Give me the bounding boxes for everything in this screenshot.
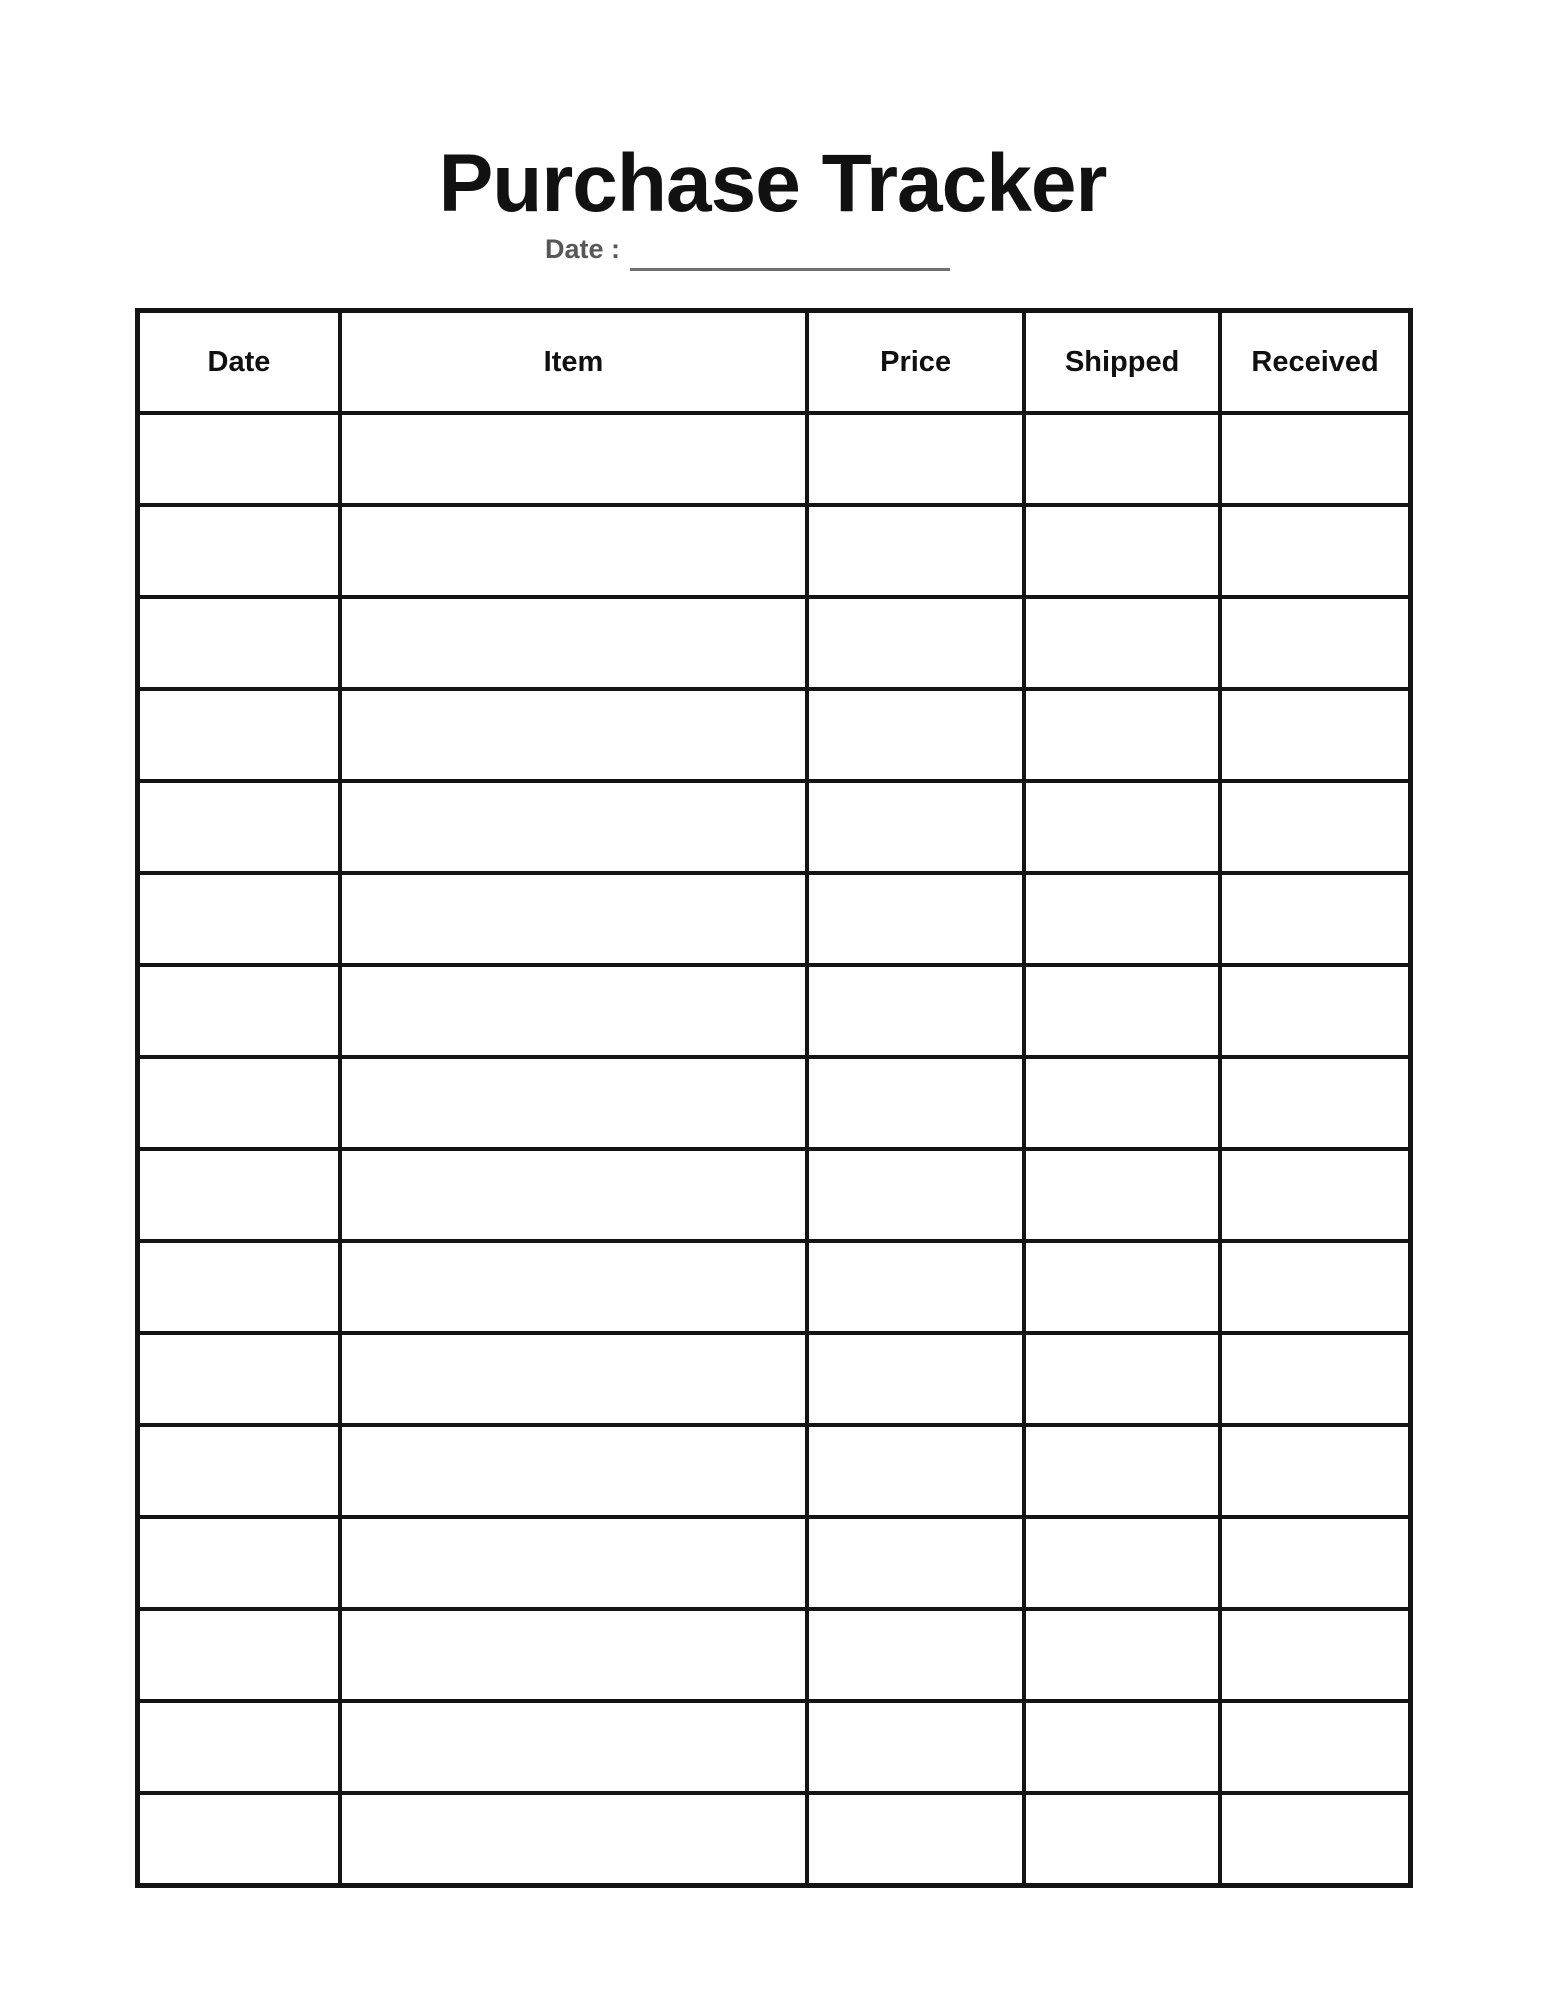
table-cell[interactable]	[807, 873, 1024, 965]
table-cell[interactable]	[138, 873, 340, 965]
table-cell[interactable]	[340, 965, 807, 1057]
table-cell[interactable]	[1220, 689, 1410, 781]
table-cell[interactable]	[807, 1057, 1024, 1149]
table-cell[interactable]	[1024, 1333, 1220, 1425]
purchase-table-container	[135, 308, 1413, 1888]
table-cell[interactable]	[1220, 1701, 1410, 1793]
date-label: Date :	[544, 234, 620, 264]
table-row	[138, 1149, 1411, 1241]
table-cell[interactable]	[138, 965, 340, 1057]
table-row	[138, 1517, 1411, 1609]
table-cell[interactable]	[138, 1701, 340, 1793]
table-row	[138, 689, 1411, 781]
table-row	[138, 413, 1411, 505]
table-cell[interactable]	[138, 1241, 340, 1333]
table-cell[interactable]	[1220, 1517, 1410, 1609]
table-cell[interactable]	[807, 689, 1024, 781]
table-row	[138, 1425, 1411, 1517]
table-cell[interactable]	[1220, 1609, 1410, 1701]
table-cell[interactable]	[1220, 1149, 1410, 1241]
table-cell[interactable]	[340, 1149, 807, 1241]
table-cell[interactable]	[1220, 1241, 1410, 1333]
table-cell[interactable]	[1024, 1701, 1220, 1793]
table-row	[138, 597, 1411, 689]
table-cell[interactable]	[1024, 505, 1220, 597]
table-cell[interactable]	[1024, 689, 1220, 781]
table-cell[interactable]	[340, 689, 807, 781]
table-cell[interactable]	[807, 781, 1024, 873]
table-cell[interactable]	[807, 1425, 1024, 1517]
column-header-date: Date	[138, 311, 340, 414]
table-cell[interactable]	[138, 689, 340, 781]
table-cell[interactable]	[1024, 1517, 1220, 1609]
table-row	[138, 1333, 1411, 1425]
table-body	[138, 413, 1411, 1886]
table-cell[interactable]	[340, 1793, 807, 1886]
table-cell[interactable]	[807, 597, 1024, 689]
table-cell[interactable]	[807, 1241, 1024, 1333]
table-row	[138, 1609, 1411, 1701]
table-cell[interactable]	[807, 1333, 1024, 1425]
table-header	[138, 311, 1411, 414]
date-field	[0, 228, 1520, 271]
table-cell[interactable]	[1220, 965, 1410, 1057]
table-cell[interactable]	[1024, 597, 1220, 689]
table-cell[interactable]	[138, 1517, 340, 1609]
table-cell[interactable]	[340, 597, 807, 689]
page-title: Purchase Tracker	[438, 137, 1107, 229]
table-cell[interactable]	[1024, 965, 1220, 1057]
table-cell[interactable]	[1024, 1057, 1220, 1149]
table-cell[interactable]	[1220, 1793, 1410, 1886]
table-cell[interactable]	[807, 505, 1024, 597]
column-header-item: Item	[340, 311, 807, 414]
table-cell[interactable]	[807, 1701, 1024, 1793]
table-cell[interactable]	[340, 781, 807, 873]
table-cell[interactable]	[1220, 505, 1410, 597]
table-cell[interactable]	[138, 1609, 340, 1701]
date-fill-line[interactable]	[630, 230, 950, 271]
table-cell[interactable]	[138, 781, 340, 873]
table-cell[interactable]	[807, 1793, 1024, 1886]
table-header-row	[138, 311, 1411, 414]
table-cell[interactable]	[1220, 781, 1410, 873]
table-row	[138, 1701, 1411, 1793]
table-cell[interactable]	[340, 1425, 807, 1517]
table-row	[138, 505, 1411, 597]
table-cell[interactable]	[340, 1057, 807, 1149]
table-row	[138, 873, 1411, 965]
table-cell[interactable]	[138, 597, 340, 689]
table-cell[interactable]	[1220, 873, 1410, 965]
table-cell[interactable]	[807, 1149, 1024, 1241]
table-row	[138, 1793, 1411, 1886]
table-row	[138, 781, 1411, 873]
table-cell[interactable]	[340, 505, 807, 597]
table-cell[interactable]	[807, 413, 1024, 505]
table-cell[interactable]	[340, 1517, 807, 1609]
table-cell[interactable]	[340, 1701, 807, 1793]
table-row	[138, 965, 1411, 1057]
table-row	[138, 1241, 1411, 1333]
table-cell[interactable]	[138, 1793, 340, 1886]
table-cell[interactable]	[1220, 1333, 1410, 1425]
table-cell[interactable]	[1024, 1609, 1220, 1701]
table-cell[interactable]	[1220, 1425, 1410, 1517]
purchase-table	[135, 308, 1413, 1888]
table-cell[interactable]	[340, 1241, 807, 1333]
table-cell[interactable]	[340, 873, 807, 965]
table-cell[interactable]	[1220, 1057, 1410, 1149]
table-cell[interactable]	[1220, 413, 1410, 505]
table-cell[interactable]	[1024, 1425, 1220, 1517]
table-cell[interactable]	[340, 413, 807, 505]
table-cell[interactable]	[807, 1517, 1024, 1609]
column-header-price: Price	[807, 311, 1024, 414]
column-header-shipped: Shipped	[1024, 311, 1220, 414]
table-cell[interactable]	[138, 413, 340, 505]
table-cell[interactable]	[1024, 781, 1220, 873]
table-cell[interactable]	[138, 1149, 340, 1241]
table-row	[138, 1057, 1411, 1149]
table-cell[interactable]	[340, 1333, 807, 1425]
table-cell[interactable]	[807, 965, 1024, 1057]
table-cell[interactable]	[1024, 413, 1220, 505]
table-cell[interactable]	[1024, 1241, 1220, 1333]
table-cell[interactable]	[138, 1057, 340, 1149]
table-cell[interactable]	[1024, 873, 1220, 965]
table-cell[interactable]	[1024, 1149, 1220, 1241]
table-cell[interactable]	[138, 1425, 340, 1517]
table-cell[interactable]	[807, 1609, 1024, 1701]
table-cell[interactable]	[340, 1609, 807, 1701]
table-cell[interactable]	[1220, 597, 1410, 689]
column-header-received: Received	[1220, 311, 1410, 414]
table-cell[interactable]	[1024, 1793, 1220, 1886]
table-cell[interactable]	[138, 505, 340, 597]
table-cell[interactable]	[138, 1333, 340, 1425]
